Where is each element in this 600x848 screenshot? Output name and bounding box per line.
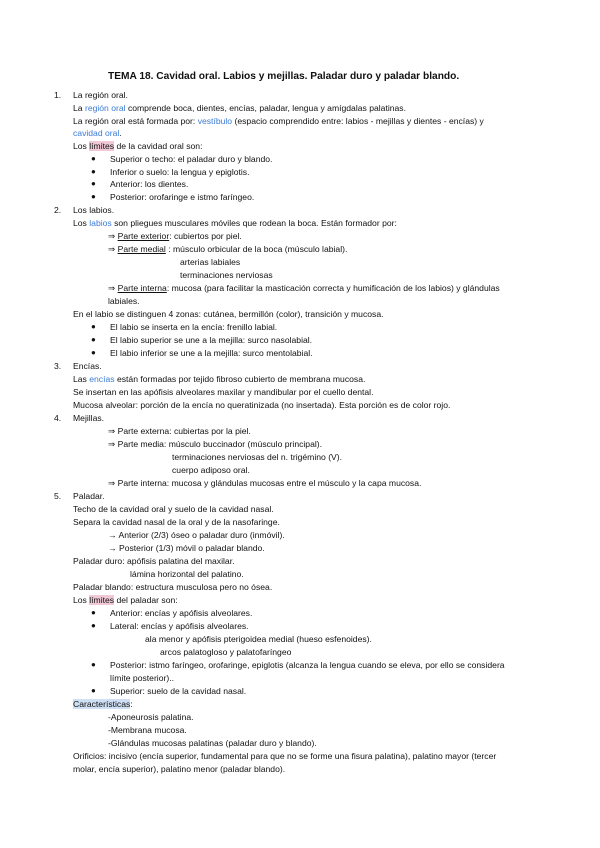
term-vestibulo: vestíbulo [197, 116, 233, 126]
s5-l8c: del paladar son: [114, 595, 178, 605]
s1-l1c: comprende boca, dientes, encías, paladar, lengua y amígdalas palatinas. [125, 103, 406, 113]
s4-line-1: ⇒ Parte externa: cubiertas por la piel. [108, 426, 251, 436]
s1-l2a: La región oral está formada por: [73, 116, 198, 126]
section-4-heading: Mejillas. [73, 413, 105, 423]
arrow-icon: ⇒ [108, 283, 118, 293]
s5-bullet-4: Superior: suelo de la cavidad nasal. [110, 686, 247, 696]
s5-bullet-2: Lateral: encías y apófisis alveolares. [110, 621, 249, 631]
page-title: TEMA 18. Cavidad oral. Labios y mejillas. Paladar duro y paladar blando. [108, 71, 460, 82]
section-2-number: 2. [54, 205, 62, 215]
s5-line-2: Separa la cavidad nasal de la oral y de la nasofaringe. [73, 517, 280, 527]
s5-l8a: Los [73, 595, 90, 605]
s5-bullet-3: Posterior: istmo faríngeo, orofaringe, epiglotis (alcanza la lengua cuando se eleva, por ello se considera [110, 660, 505, 670]
s5-car-colon: : [130, 699, 133, 709]
s1-bullet-2: Inferior o suelo: la lengua y epiglotis. [110, 167, 250, 177]
s1-l4a: Los [73, 141, 90, 151]
bullet-icon: ● [91, 179, 96, 188]
s4-line-3: terminaciones nerviosas del n. trigémino (V). [172, 452, 343, 462]
s2-med-rest: : músculo orbicular de la boca (músculo labial). [165, 244, 348, 254]
s2-bullet-1: El labio se inserta en la encía: frenillo labial. [110, 322, 278, 332]
bullet-icon: ● [91, 348, 96, 357]
term-limites: límites [89, 141, 115, 151]
s5-line-8 [73, 594, 178, 606]
term-encias: encías [89, 374, 115, 384]
s5-bullet-3b: límite posterior).. [110, 673, 174, 683]
bullet-icon: ● [91, 192, 96, 201]
section-5-number: 5. [54, 491, 62, 501]
s5-line-4: → Posterior (1/3) móvil o paladar blando. [108, 543, 265, 553]
s4-line-5: ⇒ Parte interna: mucosa y glándulas mucosas entre el músculo y la capa mucosa. [108, 478, 422, 488]
s1-l1a: La [73, 103, 85, 113]
s2-bullet-2: El labio superior se une a la mejilla: surco nasolabial. [110, 335, 313, 345]
term-region-oral: región oral [84, 103, 126, 113]
s5-line-7: Paladar blando: estructura musculosa pero no ósea. [73, 582, 273, 592]
s2-ext-rest: : cubiertos por piel. [169, 231, 242, 241]
s5-bullet-2b: arcos palatogloso y palatofaríngeo [160, 647, 292, 657]
section-2-heading: Los labios. [73, 205, 115, 215]
section-1-number: 1. [54, 90, 62, 100]
bullet-icon: ● [91, 608, 96, 617]
s1-line-4 [73, 140, 202, 152]
s3-line-1 [73, 373, 365, 385]
section-4-number: 4. [54, 413, 62, 423]
s1-bullet-3: Anterior: los dientes. [110, 179, 189, 189]
s2-parte-medial [108, 243, 347, 255]
s1-line-2 [73, 115, 484, 127]
s3-l1c: están formadas por tejido fibroso cubierto de membrana mucosa. [114, 374, 366, 384]
s5-line-3: → Anterior (2/3) óseo o paladar duro (inmóvil). [108, 530, 285, 540]
s2-medial-2: arterias labiales [180, 257, 241, 267]
s4-line-4: cuerpo adiposo oral. [172, 465, 250, 475]
s2-int-rest: : mucosa (para facilitar la masticación correcta y humificación de los labios) y glándulas [166, 283, 500, 293]
bullet-icon: ● [91, 335, 96, 344]
s1-line-3 [73, 127, 122, 139]
arrow-icon: ⇒ [108, 231, 118, 241]
section-1-heading: La región oral. [73, 90, 128, 100]
s2-parte-exterior [108, 230, 242, 242]
s1-bullet-4: Posterior: orofaringe e istmo faríngeo. [110, 192, 255, 202]
s5-bullet-2a: ala menor y apófisis pterigoidea medial (hueso esfenoides). [145, 634, 372, 644]
bullet-icon: ● [91, 154, 96, 163]
s2-ext-label: Parte exterior [117, 231, 170, 241]
bullet-icon: ● [91, 660, 96, 669]
s2-parte-interna [108, 282, 500, 294]
s1-l3-dot: . [119, 128, 122, 138]
s5-orificios-2: molar, encía superior), palatino menor (paladar blando). [73, 764, 286, 774]
bullet-icon: ● [91, 167, 96, 176]
s1-line-1 [73, 102, 406, 114]
s3-line-3: Mucosa alveolar: porción de la encía no queratinizada (no insertada). Esta porción es de color rojo. [73, 400, 451, 410]
s5-line-6: lámina horizontal del palatino. [130, 569, 244, 579]
section-3-number: 3. [54, 361, 62, 371]
s2-l1a: Los [73, 218, 90, 228]
s5-car-1: -Aponeurosis palatina. [108, 712, 194, 722]
s5-orificios-1: Orificios: incisivo (encía superior, fundamental para que no se forme una fisura palatina), palatino mayor (tercer [73, 751, 497, 761]
s5-car-3: -Glándulas mucosas palatinas (paladar duro y blando). [108, 738, 317, 748]
s2-med-label: Parte medial [117, 244, 166, 254]
s5-line-1: Techo de la cavidad oral y suelo de la cavidad nasal. [73, 504, 274, 514]
s2-bullet-3: El labio inferior se une a la mejilla: surco mentolabial. [110, 348, 313, 358]
term-labios: labios [89, 218, 112, 228]
term-cavidad-oral: cavidad oral [73, 128, 120, 138]
s2-l1c: son pliegues musculares móviles que rodean la boca. Están formador por: [111, 218, 397, 228]
term-caracteristicas: Características [73, 699, 131, 709]
section-5-heading: Paladar. [73, 491, 105, 501]
bullet-icon: ● [91, 621, 96, 630]
s5-car-2: -Membrana mucosa. [108, 725, 187, 735]
s5-caracteristicas [73, 698, 133, 710]
s2-zones: En el labio se distinguen 4 zonas: cutánea, bermillón (color), transición y mucosa. [73, 309, 384, 319]
s5-line-5: Paladar duro: apófisis palatina del maxilar. [73, 556, 235, 566]
term-limites-paladar: límites [89, 595, 115, 605]
s5-bullet-1: Anterior: encías y apófisis alveolares. [110, 608, 253, 618]
arrow-icon: ⇒ [108, 244, 118, 254]
s1-l2c: (espacio comprendido entre: labios - mejillas y dientes - encías) y [232, 116, 484, 126]
s2-medial-3: terminaciones nerviosas [180, 270, 273, 280]
s1-l4c: de la cavidad oral son: [114, 141, 203, 151]
bullet-icon: ● [91, 686, 96, 695]
s3-l1a: Las [73, 374, 90, 384]
s1-bullet-1: Superior o techo: el paladar duro y blando. [110, 154, 273, 164]
s2-line-1 [73, 217, 397, 229]
bullet-icon: ● [91, 322, 96, 331]
s2-int-label: Parte interna [117, 283, 167, 293]
section-3-heading: Encías. [73, 361, 102, 371]
s3-line-2: Se insertan en las apófisis alveolares maxilar y mandibular por el cuello dental. [73, 387, 374, 397]
s4-line-2: ⇒ Parte media: músculo buccinador (músculo principal). [108, 439, 323, 449]
s2-interna-2: labiales. [108, 296, 140, 306]
